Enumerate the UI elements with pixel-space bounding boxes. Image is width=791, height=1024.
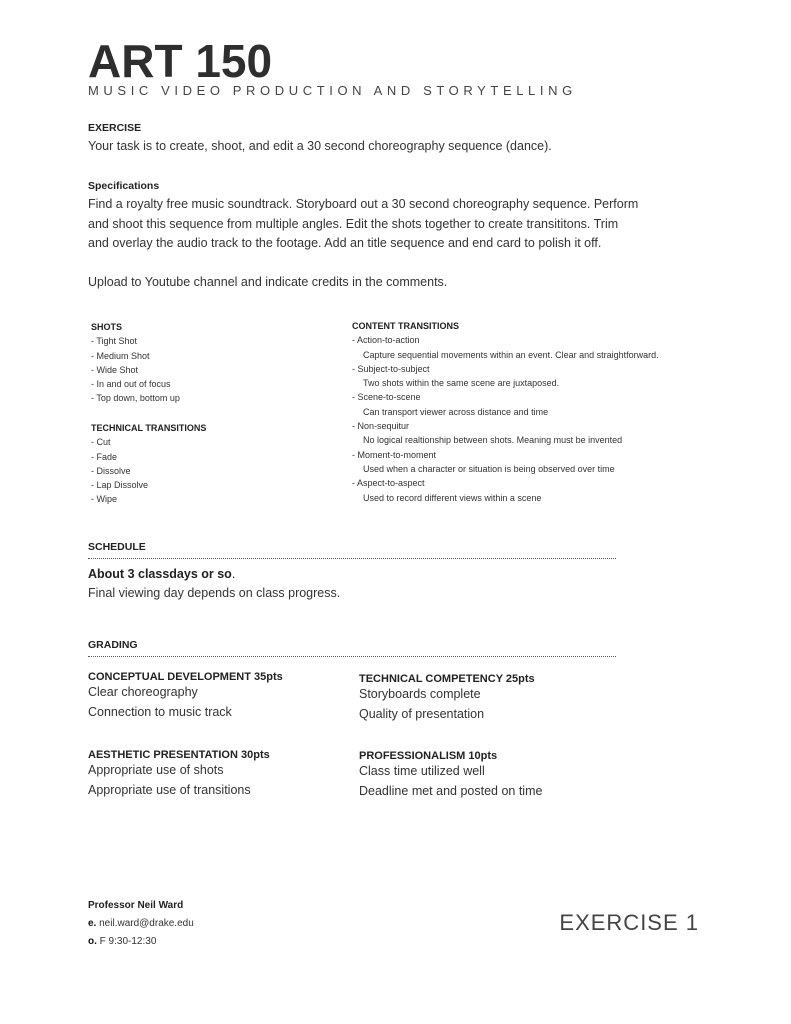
list-item: - Action-to-action [352,335,420,346]
list-item-description: No logical realtionship between shots. Meaning must be invented [363,435,623,446]
list-item: - Tight Shot [91,336,138,347]
list-item: - Non-sequitur [352,421,410,432]
exercise-number: EXERCISE 1 [559,910,699,935]
list-item: - In and out of focus [91,379,171,390]
list-item-description: Used to record different views within a scene [363,492,542,503]
upload-text: Upload to Youtube channel and indicate credits in the comments. [88,275,448,289]
list-item: - Fade [91,451,118,462]
list-item: - Wide Shot [91,364,139,375]
list-item-description: Can transport viewer across distance and time [363,406,549,417]
list-item: - Dissolve [91,465,131,476]
email-label: e. [88,918,97,929]
spec-line: and overlay the audio track to the footage. Add an title sequence and end card to polish it off. [88,236,602,250]
grading-category-heading: CONCEPTUAL DEVELOPMENT 35pts [88,671,283,683]
schedule-line-2: Final viewing day depends on class progress. [88,586,341,600]
list-item: - Medium Shot [91,350,150,361]
grading-technical [359,673,535,724]
email-address: neil.ward@drake.edu [99,918,194,929]
contact-block [88,897,194,951]
specifications-heading: Specifications [88,180,160,192]
grading-criterion: Connection to music track [88,704,232,719]
spec-line: Find a royalty free music soundtrack. Storyboard out a 30 second choreography sequence. Perform [88,197,639,211]
list-item: - Wipe [91,494,118,505]
list-item-description: Used when a character or situation is being observed over time [363,463,615,474]
technical-transitions-heading: TECHNICAL TRANSITIONS [91,423,207,433]
grading-criterion: Appropriate use of shots [88,763,224,777]
list-item: - Scene-to-scene [352,392,421,403]
grading-criterion: Appropriate use of transitions [88,782,251,797]
grading-divider [88,656,616,657]
list-item: - Aspect-to-aspect [352,478,425,489]
technical-transitions-list [91,421,206,507]
grading-category-heading: PROFESSIONALISM 10pts [359,750,498,762]
schedule-line-1 [88,565,235,585]
grading-category-heading: TECHNICAL COMPETENCY 25pts [359,673,535,685]
schedule-heading: SCHEDULE [88,541,146,553]
grading-criterion: Class time utilized well [359,764,485,778]
list-item: - Lap Dissolve [91,480,149,491]
grading-criterion: Quality of presentation [359,706,485,721]
page-title: ART 150 [88,35,273,87]
shots-list [91,320,180,406]
grading-aesthetic [88,749,270,800]
list-item: - Subject-to-subject [352,363,430,374]
list-item: - Cut [91,437,111,448]
spec-line: and shoot this sequence from multiple angles. Edit the shots together to create transititons. Trim [88,216,619,231]
content-transitions-list [352,319,659,505]
list-item-description: Capture sequential movements within an event. Clear and straightforward. [363,349,659,360]
shots-heading: SHOTS [91,322,123,332]
grading-criterion: Deadline met and posted on time [359,783,543,798]
grading-category-heading: AESTHETIC PRESENTATION 30pts [88,749,270,761]
grading-conceptual [88,671,283,722]
grading-heading: GRADING [88,639,138,651]
grading-professionalism [359,750,542,801]
office-hours: F 9:30-12:30 [99,936,157,947]
schedule-divider [88,558,616,559]
specifications-text [88,195,638,254]
list-item: - Top down, bottom up [91,393,180,404]
page-subtitle: MUSIC VIDEO PRODUCTION AND STORYTELLING [88,83,577,98]
exercise-heading: EXERCISE [88,122,142,134]
list-item: - Moment-to-moment [352,449,437,460]
schedule-period: . [231,567,236,581]
office-line [88,933,194,951]
list-item-description: Two shots within the same scene are juxtaposed. [363,378,560,389]
schedule-duration: About 3 classdays or so [88,567,232,581]
email-line [88,915,194,933]
professor-name: Professor Neil Ward [88,900,184,911]
grading-criterion: Clear choreography [88,685,198,699]
office-label: o. [88,936,97,947]
exercise-text: Your task is to create, shoot, and edit a 30 second choreography sequence (dance). [88,139,552,153]
grading-criterion: Storyboards complete [359,687,481,701]
content-transitions-heading: CONTENT TRANSITIONS [352,321,459,331]
